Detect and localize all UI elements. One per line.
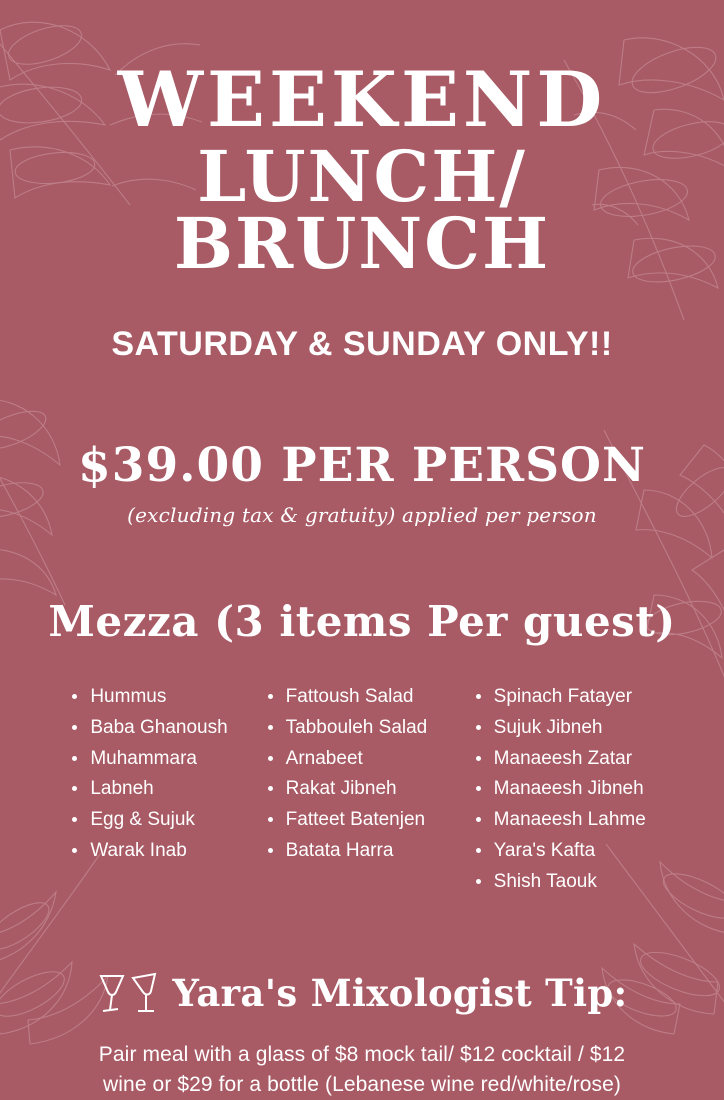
page-title-line-2: LUNCH/ BRUNCH [173, 135, 551, 285]
list-item: Arnabeet [266, 744, 436, 775]
list-item: Tabbouleh Salad [266, 713, 436, 744]
list-item: Manaeesh Zatar [474, 744, 654, 775]
mixologist-tip-line-2: wine or $29 for a bottle (Lebanese wine red/white/rose) [103, 1072, 621, 1096]
list-item: Baba Ghanoush [70, 713, 227, 744]
list-item: Fattoush Salad [266, 682, 436, 713]
list-item: Manaeesh Lahme [474, 805, 654, 836]
price-line: $39.00 PER PERSON [78, 438, 646, 494]
list-item: Shish Taouk [474, 867, 654, 898]
list-item: Spinach Fatayer [474, 682, 654, 713]
list-item: Labneh [70, 774, 227, 805]
cheers-glasses-icon [97, 970, 159, 1016]
mixologist-tip-title: Yara's Mixologist Tip: [172, 970, 628, 1015]
price-note: (excluding tax & gratuity) applied per person [127, 503, 597, 528]
list-item: Yara's Kafta [474, 836, 654, 867]
mixologist-tip-line-1: Pair meal with a glass of $8 mock tail/ $12 cocktail / $12 [98, 1042, 626, 1066]
mixologist-tip-header [24, 970, 700, 1016]
list-item: Hummus [70, 682, 227, 713]
mezza-column-3 [474, 682, 654, 897]
page-title-line-1: WEEKEND [117, 55, 607, 144]
list-item: Sujuk Jibneh [474, 713, 654, 744]
mezza-column-1 [70, 682, 227, 897]
mezza-list [24, 682, 700, 897]
subtitle: SATURDAY & SUNDAY ONLY!! [111, 325, 613, 364]
mixologist-tip-body [24, 1040, 700, 1100]
list-item: Fatteet Batenjen [266, 805, 436, 836]
list-item: Rakat Jibneh [266, 774, 436, 805]
mezza-heading: Mezza (3 items Per guest) [48, 597, 676, 647]
list-item: Manaeesh Jibneh [474, 774, 654, 805]
list-item: Muhammara [70, 744, 227, 775]
list-item: Warak Inab [70, 836, 227, 867]
list-item: Batata Harra [266, 836, 436, 867]
mezza-column-2 [266, 682, 436, 897]
list-item: Egg & Sujuk [70, 805, 227, 836]
